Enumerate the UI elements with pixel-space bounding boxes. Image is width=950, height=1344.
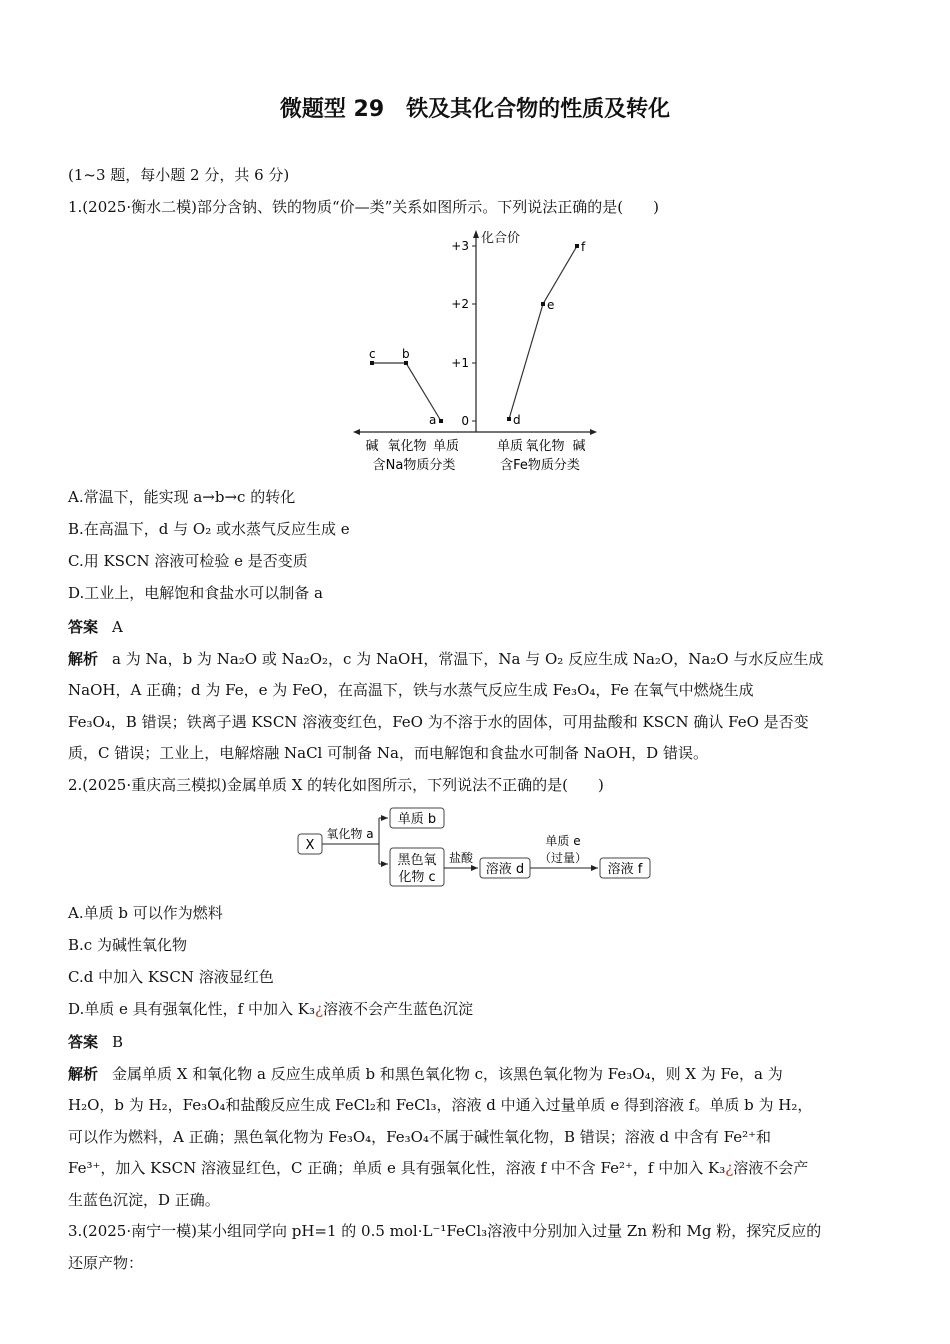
y-tick-label: +1 [451,356,469,370]
q1-option-b: B.在高温下，d 与 O₂ 或水蒸气反应生成 e [68,520,350,538]
q2-answer [68,1032,888,1052]
point-label: e [547,298,555,312]
point-label: a [429,413,437,427]
q1-stem: 1.(2025·衡水二模)部分含钠、铁的物质“价—类”关系如图所示。下列说法正确的是( ) [68,198,660,216]
arrow-label: 氧化物 a [326,827,374,841]
q1-option-d: D.工业上，电解饱和食盐水可以制备 a [68,584,323,602]
x-tick-label: 碱 [365,439,379,454]
svg-text:化物 c: 化物 c [398,870,436,885]
x-tick-label: 单质 [496,439,524,454]
svg-text:溶液 f: 溶液 f [607,862,643,877]
x-tick-label: 单质 [432,439,460,454]
x-tick-label: 碱 [572,439,586,454]
q1-option-a: A.常温下，能实现 a→b→c 的转化 [68,488,296,506]
analysis-label: 解析 [68,650,99,668]
q2-analysis-line: 生蓝色沉淀，D 正确。 [68,1191,220,1209]
q1-analysis-line: Fe₃O₄，B 错误；铁离子遇 KSCN 溶液变红色，FeO 为不溶于水的固体，可用盐酸和 KSCN 确认 FeO 是否变 [68,713,809,731]
q1-answer [68,617,888,637]
y-tick-label: +3 [451,239,469,253]
y-axis-title: 化合价 [481,231,521,246]
point-f [575,244,579,248]
q1-analysis-line: NaOH，A 正确；d 为 Fe，e 为 FeO，在高温下，铁与水蒸气反应生成 Fe₃O₄，Fe 在氧气中燃烧生成 [68,681,754,699]
svg-text:黑色氧: 黑色氧 [397,853,437,868]
arrow-label: （过量） [538,851,588,865]
q1-analysis-line: 解析 a 为 Na，b 为 Na₂O 或 Na₂O₂，c 为 NaOH，常温下，Na 与 O₂ 反应生成 Na₂O，Na₂O 与水反应生成 [68,650,824,668]
point-label: f [581,240,586,254]
y-tick-label: 0 [461,414,469,428]
arrow-right-icon [590,429,597,435]
point-d [507,417,511,421]
q2-analysis-line: H₂O，b 为 H₂，Fe₃O₄和盐酸反应生成 FeCl₂和 FeCl₃，溶液 d 中通入过量单质 e 得到溶液 f。单质 b 为 H₂， [68,1096,813,1114]
point-a [439,419,443,423]
q1-analysis-line: 质，C 错误；工业上，电解熔融 NaCl 可制备 Na，而电解饱和食盐水可制备 NaOH，D 错误。 [68,744,708,762]
q3-stem: 3.(2025·南宁一模)某小组同学向 pH=1 的 0.5 mol·L⁻¹FeCl₃溶液中分别加入过量 Zn 粉和 Mg 粉，探究反应的 [68,1222,822,1240]
point-b [404,361,408,365]
q2-option-d: D.单质 e 具有强氧化性，f 中加入 K₃¿溶液不会产生蓝色沉淀 [68,1000,474,1018]
answer-label: 答案 [68,1033,99,1051]
q2-stem: 2.(2025·重庆高三模拟)金属单质 X 的转化如图所示，下列说法不正确的是( ) [68,776,604,794]
page-title: 微题型 29 铁及其化合物的性质及转化 [279,97,671,122]
q2-option-b: B.c 为碱性氧化物 [68,936,187,954]
q3-stem: 还原产物： [68,1254,144,1272]
analysis-label: 解析 [68,1065,99,1083]
arrow-up-icon [473,230,479,238]
q2-option-c: C.d 中加入 KSCN 溶液显红色 [68,968,274,986]
q2-analysis-line: Fe³⁺，加入 KSCN 溶液显红色，C 正确；单质 e 具有强氧化性，溶液 f 中不含 Fe²⁺，f 中加入 K₃¿溶液不会产 [68,1159,809,1177]
answer-label: 答案 [68,618,99,636]
q2-option-a: A.单质 b 可以作为燃料 [68,904,223,922]
valence-class-chart [345,226,605,478]
x-group-label: 含Na物质分类 [372,458,456,473]
q1-option-c: C.用 KSCN 溶液可检验 e 是否变质 [68,552,308,570]
x-tick-label: 氧化物 [387,439,427,454]
answer-value: B [112,1033,124,1051]
arrow-label: 单质 e [545,834,581,848]
y-tick-label: +2 [451,297,469,311]
q2-analysis-line: 解析 金属单质 X 和氧化物 a 反应生成单质 b 和黑色氧化物 c，该黑色氧化物为 Fe₃O₄，则 X 为 Fe，a 为 [68,1065,783,1083]
svg-text:X: X [305,838,315,853]
q2-analysis-line: 可以作为燃料，A 正确；黑色氧化物为 Fe₃O₄，Fe₃O₄不属于碱性氧化物，B 错误；溶液 d 中含有 Fe²⁺和 [68,1128,772,1146]
svg-text:溶液 d: 溶液 d [485,862,525,877]
section-intro: (1~3 题，每小题 2 分，共 6 分) [68,166,290,184]
point-label: d [513,413,521,427]
answer-value: A [112,618,123,636]
fe-series-line [509,246,577,419]
point-label: b [402,347,410,361]
conversion-flow-diagram [295,804,660,892]
x-group-label: 含Fe物质分类 [500,458,580,473]
point-label: c [369,347,376,361]
arrow-label: 盐酸 [448,851,474,865]
point-e [541,302,545,306]
arrow-left-icon [353,429,360,435]
x-tick-label: 氧化物 [525,439,565,454]
svg-text:单质 b: 单质 b [397,812,437,827]
point-c [370,361,374,365]
